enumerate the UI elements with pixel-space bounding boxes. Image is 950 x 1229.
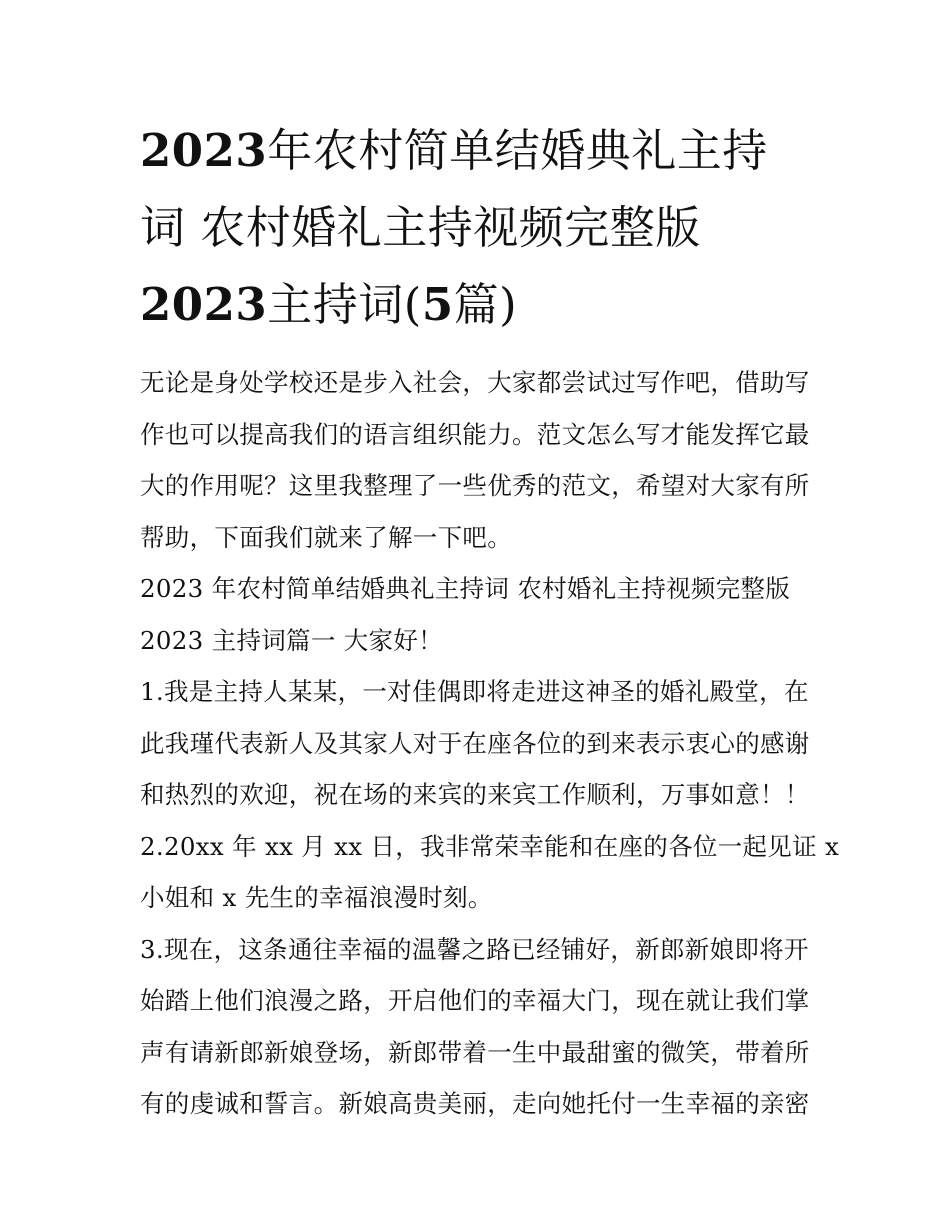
title-year: 2023 <box>140 124 268 177</box>
body-line: 2023 主持词篇一 大家好！ <box>140 625 443 655</box>
body-line: 2.20xx 年 xx 月 xx 日，我非常荣幸能和在座的各位一起见证 x <box>140 831 840 861</box>
body-line: 无论是身处学校还是步入社会，大家都尝试过写作吧，借助写 <box>140 368 810 397</box>
body-line: 1.我是主持人某某，一对佳偶即将走进这神圣的婚礼殿堂，在 <box>140 677 809 706</box>
title-line-3 <box>140 266 820 343</box>
document-body <box>140 357 840 1130</box>
body-line: 此我瑾代表新人及其家人对于在座各位的到来表示衷心的感谢 <box>140 728 810 758</box>
title-line-2 <box>140 189 820 266</box>
document-page <box>140 112 840 1130</box>
body-line: 大的作用呢？这里我整理了一些优秀的范文，希望对大家有所 <box>140 471 810 500</box>
body-line: 声有请新郎新娘登场，新郎带着一生中最甜蜜的微笑，带着所 <box>140 1037 810 1067</box>
body-line: 和热烈的欢迎，祝在场的来宾的来宾工作顺利，万事如意！！ <box>140 780 810 809</box>
body-line: 小姐和 x 先生的幸福浪漫时刻。 <box>140 883 493 912</box>
body-line: 2023 年农村简单结婚典礼主持词 农村婚礼主持视频完整版 <box>140 574 791 603</box>
title-text: 词 农村婚礼主持视频完整版 <box>140 201 701 254</box>
title-year: 2023 <box>140 278 268 331</box>
title-text: 年农村简单结婚典礼主持 <box>267 124 768 177</box>
document-title <box>140 112 820 343</box>
body-line: 始踏上他们浪漫之路，开启他们的幸福大门，现在就让我们掌 <box>140 986 810 1015</box>
title-text: 主持词( <box>267 278 422 331</box>
body-line: 3.现在，这条通往幸福的温馨之路已经铺好，新郎新娘即将开 <box>140 934 809 964</box>
title-line-1 <box>140 112 820 189</box>
body-line: 帮助，下面我们就来了解一下吧。 <box>140 522 512 552</box>
body-line: 有的虔诚和誓言。新娘高贵美丽，走向她托付一生幸福的亲密 <box>140 1089 810 1118</box>
title-text: 篇) <box>453 278 518 331</box>
body-line: 作也可以提高我们的语言组织能力。范文怎么写才能发挥它最 <box>140 419 810 449</box>
title-count: 5 <box>421 278 454 331</box>
